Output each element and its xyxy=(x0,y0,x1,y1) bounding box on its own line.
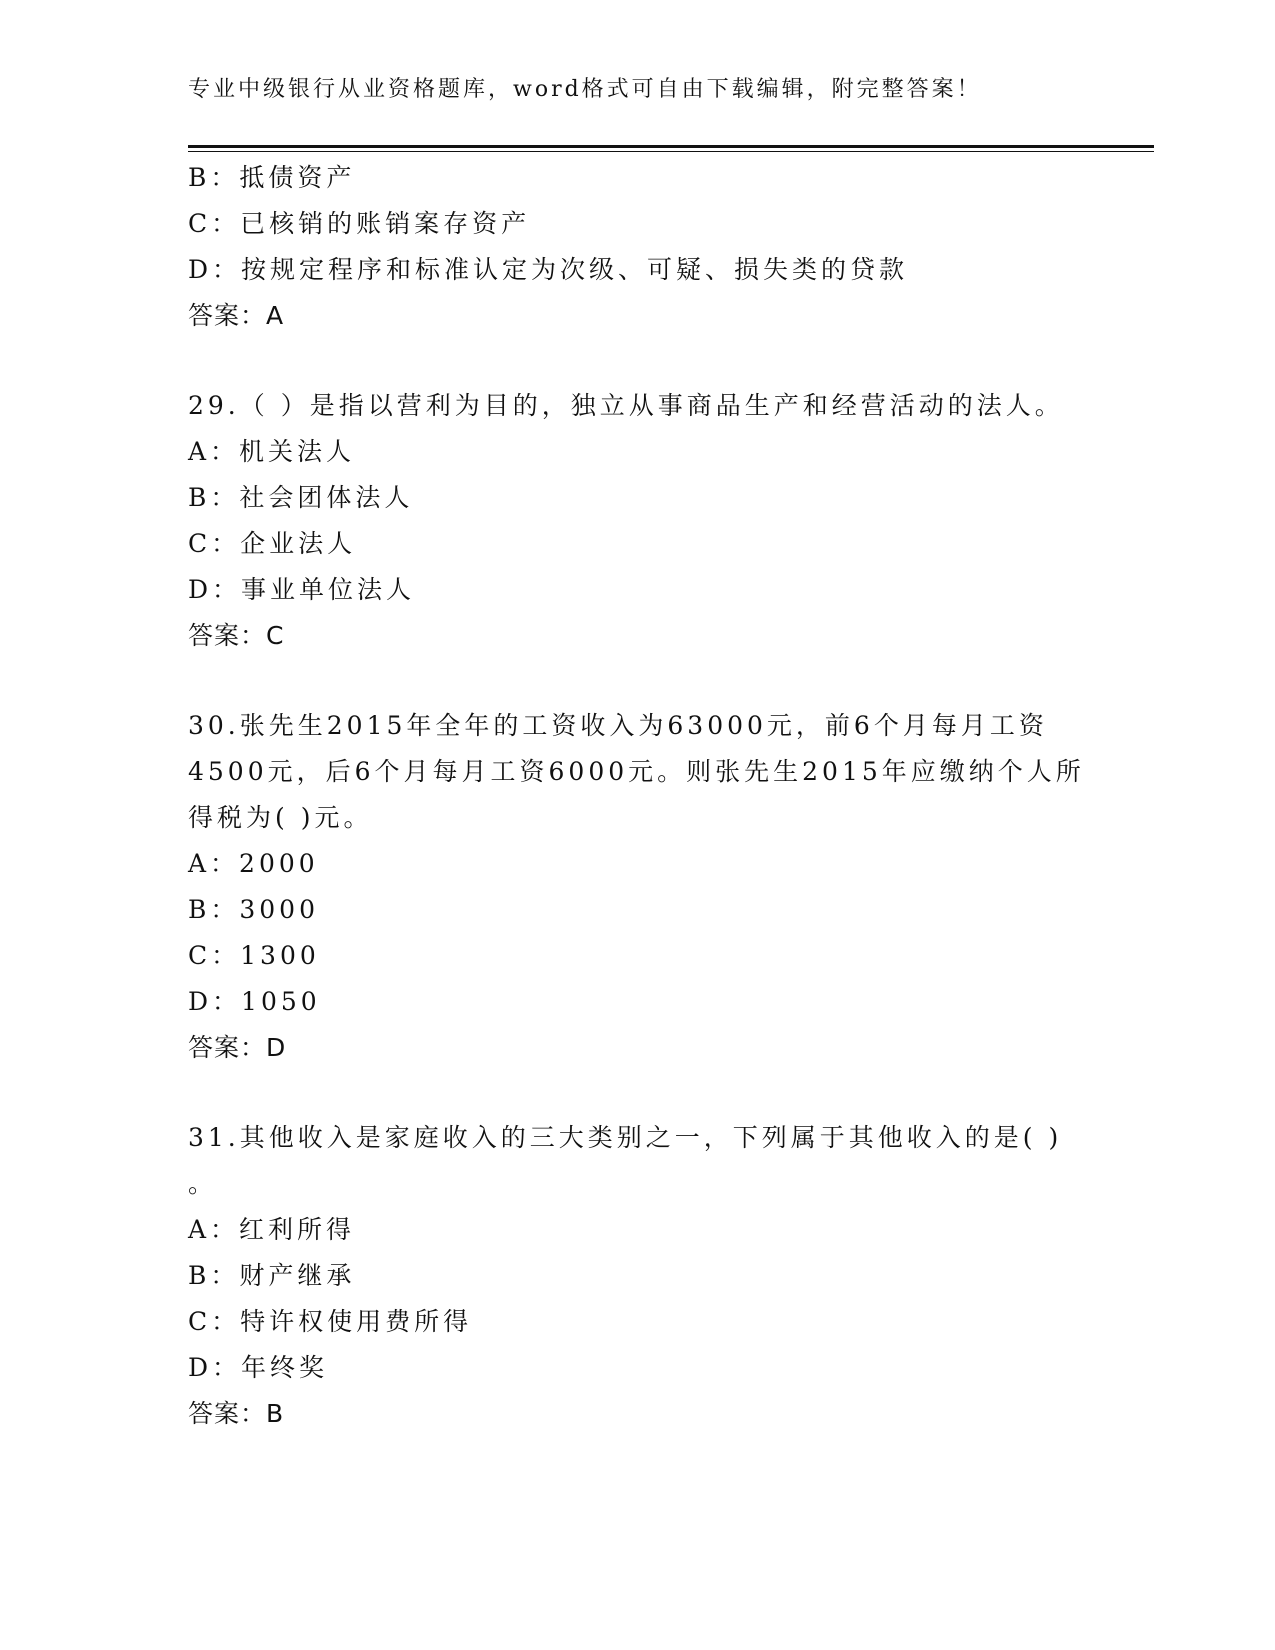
question-text-line-1: 31.其他收入是家庭收入的三大类别之一，下列属于其他收入的是( ) xyxy=(188,1123,1063,1152)
question-31 xyxy=(188,1115,1088,1437)
option-c: C：企业法人 xyxy=(188,529,357,558)
question-text-line-1: 30.张先生2015年全年的工资收入为63000元，前6个月每月工资 xyxy=(188,711,1048,740)
option-c: C：特许权使用费所得 xyxy=(188,1307,473,1336)
page-header: 专业中级银行从业资格题库，word格式可自由下载编辑，附完整答案！ xyxy=(188,77,982,102)
option-c: C：已核销的账销案存资产 xyxy=(188,209,531,238)
question-30 xyxy=(188,703,1088,1071)
option-b: B：3000 xyxy=(188,895,319,924)
option-d: D：年终奖 xyxy=(188,1353,329,1382)
question-28-tail xyxy=(188,155,1088,339)
answer-line: 答案：B xyxy=(188,1399,285,1428)
option-d: D：1050 xyxy=(188,987,321,1016)
question-text-line-3: 得税为( )元。 xyxy=(188,803,373,832)
question-text: 29.（ ）是指以营利为目的，独立从事商品生产和经营活动的法人。 xyxy=(188,391,1064,420)
question-text-line-2: 。 xyxy=(188,1169,218,1198)
option-a: A：2000 xyxy=(188,849,319,878)
answer-line: 答案：C xyxy=(188,621,285,650)
option-b: B：社会团体法人 xyxy=(188,483,414,512)
header-rule-thin xyxy=(188,151,1154,152)
answer-line: 答案：A xyxy=(188,301,285,330)
question-29 xyxy=(188,383,1088,659)
option-c: C：1300 xyxy=(188,941,320,970)
option-b: B：财产继承 xyxy=(188,1261,356,1290)
option-b: B：抵债资产 xyxy=(188,163,356,192)
option-d: D：事业单位法人 xyxy=(188,575,416,604)
answer-line: 答案：D xyxy=(188,1033,287,1062)
header-rule-thick xyxy=(188,145,1154,148)
option-a: A：机关法人 xyxy=(188,437,356,466)
option-a: A：红利所得 xyxy=(188,1215,356,1244)
option-d: D：按规定程序和标准认定为次级、可疑、损失类的贷款 xyxy=(188,255,909,284)
question-text-line-2: 4500元，后6个月每月工资6000元。则张先生2015年应缴纳个人所 xyxy=(188,757,1085,786)
document-body xyxy=(188,155,1088,1437)
